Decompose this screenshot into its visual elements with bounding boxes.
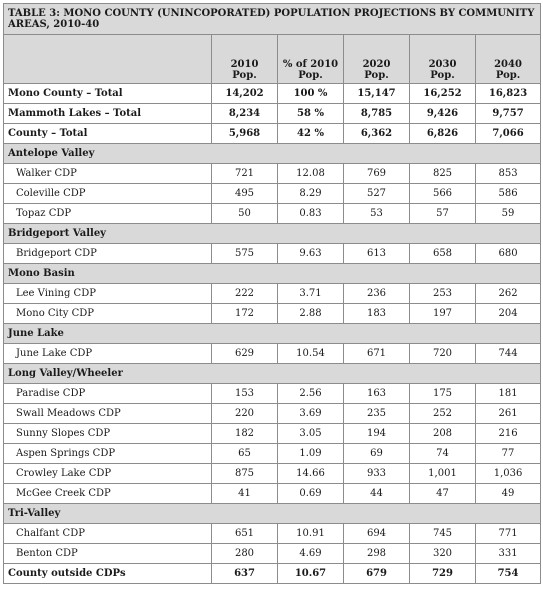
table-row xyxy=(4,284,541,304)
cell-p2010: 222 xyxy=(212,284,278,304)
cell-pct: 10.54 xyxy=(278,344,344,364)
cell-p2040: 754 xyxy=(476,564,541,584)
community-name: Coleville CDP xyxy=(4,184,212,204)
cell-p2020: 235 xyxy=(344,404,410,424)
cell-pct: 2.88 xyxy=(278,304,344,324)
cell-p2030: 16,252 xyxy=(410,84,476,104)
column-header-blank xyxy=(4,35,212,84)
cell-p2040: 77 xyxy=(476,444,541,464)
table-title: TABLE 3: MONO COUNTY (UNINCOPORATED) POPULATION PROJECTIONS BY COMMUNITY AREAS, 2010-40 xyxy=(4,4,541,35)
table-body xyxy=(4,84,541,584)
group-header-row xyxy=(4,264,541,284)
cell-p2010: 172 xyxy=(212,304,278,324)
cell-p2020: 15,147 xyxy=(344,84,410,104)
group-header: Tri-Valley xyxy=(4,504,541,524)
cell-p2020: 53 xyxy=(344,204,410,224)
cell-p2040: 586 xyxy=(476,184,541,204)
cell-pct: 58 % xyxy=(278,104,344,124)
table-row xyxy=(4,304,541,324)
footer-row-label: County outside CDPs xyxy=(4,564,212,584)
cell-p2030: 745 xyxy=(410,524,476,544)
cell-p2030: 57 xyxy=(410,204,476,224)
table-row xyxy=(4,204,541,224)
cell-pct: 10.67 xyxy=(278,564,344,584)
cell-p2030: 729 xyxy=(410,564,476,584)
cell-p2040: 262 xyxy=(476,284,541,304)
cell-p2030: 9,426 xyxy=(410,104,476,124)
cell-p2040: 181 xyxy=(476,384,541,404)
community-name: Bridgeport CDP xyxy=(4,244,212,264)
cell-p2030: 825 xyxy=(410,164,476,184)
cell-p2010: 182 xyxy=(212,424,278,444)
cell-p2010: 875 xyxy=(212,464,278,484)
group-header-row xyxy=(4,224,541,244)
community-name: Aspen Springs CDP xyxy=(4,444,212,464)
group-header: Mono Basin xyxy=(4,264,541,284)
cell-p2010: 50 xyxy=(212,204,278,224)
cell-p2020: 298 xyxy=(344,544,410,564)
group-header: Long Valley/Wheeler xyxy=(4,364,541,384)
cell-p2030: 320 xyxy=(410,544,476,564)
cell-p2020: 6,362 xyxy=(344,124,410,144)
community-name: Sunny Slopes CDP xyxy=(4,424,212,444)
cell-pct: 3.71 xyxy=(278,284,344,304)
cell-p2020: 183 xyxy=(344,304,410,324)
cell-p2010: 651 xyxy=(212,524,278,544)
summary-row-label: Mono County – Total xyxy=(4,84,212,104)
table-row xyxy=(4,544,541,564)
cell-p2010: 65 xyxy=(212,444,278,464)
cell-p2010: 637 xyxy=(212,564,278,584)
cell-p2020: 769 xyxy=(344,164,410,184)
cell-p2010: 721 xyxy=(212,164,278,184)
cell-p2040: 49 xyxy=(476,484,541,504)
cell-p2020: 8,785 xyxy=(344,104,410,124)
community-name: Chalfant CDP xyxy=(4,524,212,544)
summary-row-label: County – Total xyxy=(4,124,212,144)
cell-p2020: 194 xyxy=(344,424,410,444)
cell-p2030: 74 xyxy=(410,444,476,464)
table-row xyxy=(4,244,541,264)
column-header-2030: 2030 Pop. xyxy=(410,35,476,84)
community-name: Walker CDP xyxy=(4,164,212,184)
population-projections-table xyxy=(3,3,541,584)
cell-pct: 4.69 xyxy=(278,544,344,564)
cell-p2020: 613 xyxy=(344,244,410,264)
cell-p2040: 1,036 xyxy=(476,464,541,484)
cell-p2020: 679 xyxy=(344,564,410,584)
cell-p2040: 680 xyxy=(476,244,541,264)
cell-pct: 10.91 xyxy=(278,524,344,544)
table-row xyxy=(4,404,541,424)
cell-p2020: 933 xyxy=(344,464,410,484)
cell-p2010: 153 xyxy=(212,384,278,404)
community-name: June Lake CDP xyxy=(4,344,212,364)
table-row xyxy=(4,564,541,584)
community-name: Crowley Lake CDP xyxy=(4,464,212,484)
cell-pct: 14.66 xyxy=(278,464,344,484)
cell-p2010: 5,968 xyxy=(212,124,278,144)
cell-p2040: 261 xyxy=(476,404,541,424)
group-header: Bridgeport Valley xyxy=(4,224,541,244)
cell-pct: 12.08 xyxy=(278,164,344,184)
table-row xyxy=(4,344,541,364)
community-name: Swall Meadows CDP xyxy=(4,404,212,424)
cell-pct: 0.69 xyxy=(278,484,344,504)
cell-p2040: 9,757 xyxy=(476,104,541,124)
table-row xyxy=(4,524,541,544)
group-header-row xyxy=(4,504,541,524)
cell-p2020: 527 xyxy=(344,184,410,204)
table-row xyxy=(4,444,541,464)
community-name: Paradise CDP xyxy=(4,384,212,404)
table-row xyxy=(4,164,541,184)
cell-pct: 8.29 xyxy=(278,184,344,204)
cell-pct: 3.05 xyxy=(278,424,344,444)
cell-p2030: 658 xyxy=(410,244,476,264)
cell-p2040: 16,823 xyxy=(476,84,541,104)
cell-p2030: 175 xyxy=(410,384,476,404)
cell-p2010: 8,234 xyxy=(212,104,278,124)
table-row xyxy=(4,484,541,504)
cell-p2010: 629 xyxy=(212,344,278,364)
community-name: McGee Creek CDP xyxy=(4,484,212,504)
table-row xyxy=(4,384,541,404)
cell-p2030: 1,001 xyxy=(410,464,476,484)
table-row xyxy=(4,124,541,144)
cell-pct: 2.56 xyxy=(278,384,344,404)
cell-pct: 0.83 xyxy=(278,204,344,224)
cell-p2030: 197 xyxy=(410,304,476,324)
cell-p2020: 671 xyxy=(344,344,410,364)
cell-p2020: 44 xyxy=(344,484,410,504)
cell-p2010: 41 xyxy=(212,484,278,504)
table-row xyxy=(4,424,541,444)
cell-p2010: 220 xyxy=(212,404,278,424)
cell-p2040: 204 xyxy=(476,304,541,324)
cell-p2020: 163 xyxy=(344,384,410,404)
cell-p2010: 575 xyxy=(212,244,278,264)
cell-p2040: 216 xyxy=(476,424,541,444)
group-header: June Lake xyxy=(4,324,541,344)
cell-p2030: 253 xyxy=(410,284,476,304)
group-header: Antelope Valley xyxy=(4,144,541,164)
cell-p2010: 495 xyxy=(212,184,278,204)
cell-p2030: 720 xyxy=(410,344,476,364)
community-name: Topaz CDP xyxy=(4,204,212,224)
cell-p2020: 694 xyxy=(344,524,410,544)
community-name: Benton CDP xyxy=(4,544,212,564)
cell-p2010: 14,202 xyxy=(212,84,278,104)
cell-p2040: 331 xyxy=(476,544,541,564)
cell-pct: 9.63 xyxy=(278,244,344,264)
group-header-row xyxy=(4,324,541,344)
community-name: Mono City CDP xyxy=(4,304,212,324)
column-header-row xyxy=(4,35,541,84)
column-header-2020: 2020 Pop. xyxy=(344,35,410,84)
cell-p2030: 208 xyxy=(410,424,476,444)
cell-pct: 3.69 xyxy=(278,404,344,424)
cell-p2030: 6,826 xyxy=(410,124,476,144)
cell-p2020: 69 xyxy=(344,444,410,464)
summary-row-label: Mammoth Lakes – Total xyxy=(4,104,212,124)
cell-p2030: 566 xyxy=(410,184,476,204)
column-header-2010: 2010 Pop. xyxy=(212,35,278,84)
cell-p2030: 47 xyxy=(410,484,476,504)
cell-p2040: 853 xyxy=(476,164,541,184)
cell-pct: 100 % xyxy=(278,84,344,104)
column-header-pct-2010: % of 2010 Pop. xyxy=(278,35,344,84)
cell-p2010: 280 xyxy=(212,544,278,564)
cell-p2040: 7,066 xyxy=(476,124,541,144)
table-row xyxy=(4,184,541,204)
column-header-2040: 2040 Pop. xyxy=(476,35,541,84)
cell-pct: 1.09 xyxy=(278,444,344,464)
table-row xyxy=(4,104,541,124)
cell-p2030: 252 xyxy=(410,404,476,424)
population-table-container xyxy=(3,3,540,584)
community-name: Lee Vining CDP xyxy=(4,284,212,304)
cell-p2020: 236 xyxy=(344,284,410,304)
table-row xyxy=(4,464,541,484)
group-header-row xyxy=(4,144,541,164)
group-header-row xyxy=(4,364,541,384)
cell-pct: 42 % xyxy=(278,124,344,144)
table-row xyxy=(4,84,541,104)
cell-p2040: 59 xyxy=(476,204,541,224)
cell-p2040: 771 xyxy=(476,524,541,544)
cell-p2040: 744 xyxy=(476,344,541,364)
